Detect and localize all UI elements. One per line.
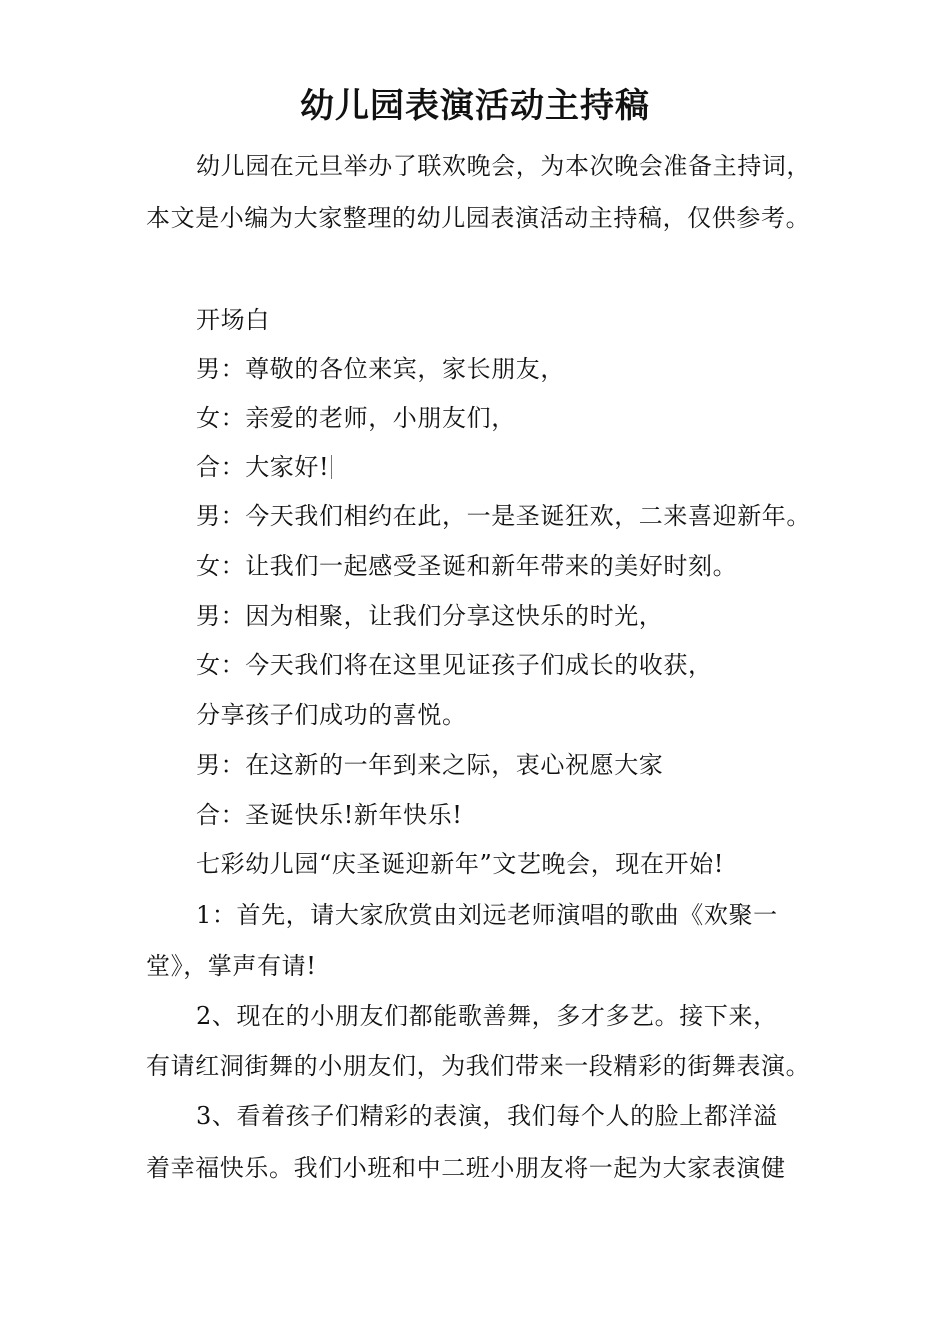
script-line: 男：在这新的一年到来之际，衷心祝愿大家 [196,751,664,779]
script-line: 女：亲爱的老师，小朋友们， [196,404,516,432]
script-line: 女：今天我们将在这里见证孩子们成长的收获， [196,651,713,679]
intro-line-1: 幼儿园在元旦举办了联欢晚会，为本次晚会准备主持词， [196,152,811,180]
document-title: 幼儿园表演活动主持稿 [300,86,650,126]
text-cursor [331,455,332,479]
program-item-3-line-1: 3、看着孩子们精彩的表演，我们每个人的脸上都洋溢 [196,1102,778,1130]
script-line: 男：因为相聚，让我们分享这快乐的时光， [196,602,664,630]
program-item-1-line-2: 堂》，掌声有请! [146,952,317,980]
script-line: 分享孩子们成功的喜悦。 [196,701,467,729]
intro-line-2: 本文是小编为大家整理的幼儿园表演活动主持稿，仅供参考。 [146,204,811,232]
program-item-3-line-2: 着幸福快乐。我们小班和中二班小朋友将一起为大家表演健 [146,1154,786,1182]
script-line-text: 合：大家好! [196,453,330,481]
script-line: 男：今天我们相约在此，一是圣诞狂欢，二来喜迎新年。 [196,502,811,530]
script-line: 合：圣诞快乐!新年快乐! [196,801,463,829]
script-line: 七彩幼儿园“庆圣诞迎新年”文艺晚会，现在开始! [196,850,724,878]
script-line: 男：尊敬的各位来宾，家长朋友， [196,355,565,383]
program-item-2-line-1: 2、现在的小朋友们都能歌善舞，多才多艺。接下来， [196,1002,778,1030]
program-item-1-line-1: 1：首先，请大家欣赏由刘远老师演唱的歌曲《欢聚一 [196,901,778,929]
program-item-2-line-2: 有请红洞街舞的小朋友们，为我们带来一段精彩的街舞表演。 [146,1052,811,1080]
section-heading: 开场白 [196,306,270,334]
script-line [196,451,332,483]
script-line: 女：让我们一起感受圣诞和新年带来的美好时刻。 [196,552,738,580]
